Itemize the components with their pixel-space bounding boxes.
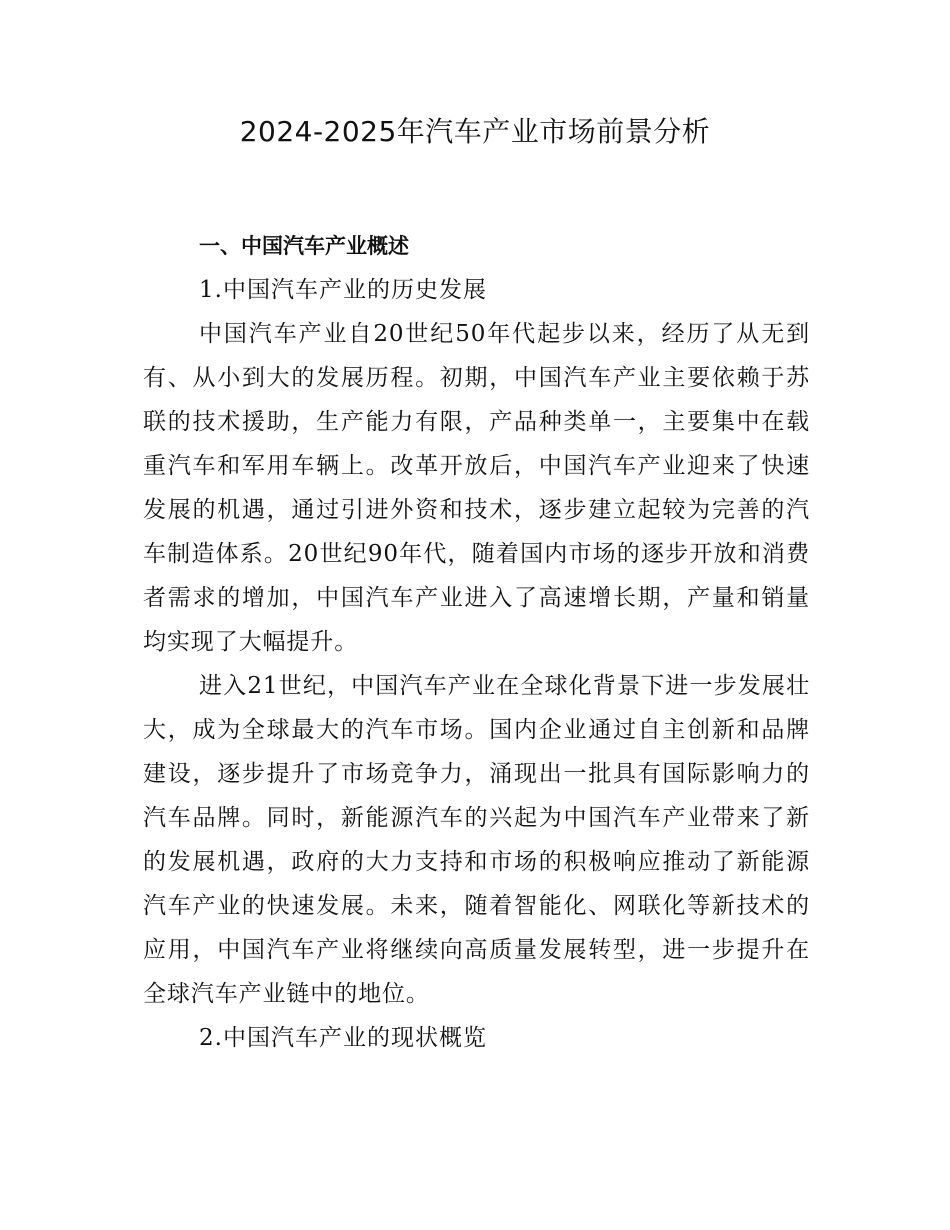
paragraph: 进入21世纪，中国汽车产业在全球化背景下进一步发展壮大，成为全球最大的汽车市场。国内企业通过自主创新和品牌建设，逐步提升了市场竞争力，涌现出一批具有国际影响力的汽车品牌。同时，新能源汽车的兴起为中国汽车产业带来了新的发展机遇，政府的大力支持和市场的积极响应推动了新能源汽车产业的快速发展。未来，随着智能化、网联化等新技术的应用，中国汽车产业将继续向高质量发展转型，进一步提升在全球汽车产业链中的地位。 — [143, 673, 810, 1007]
document-title: 2024-2025年汽车产业市场前景分析 — [239, 115, 711, 148]
paragraph: 中国汽车产业自20世纪50年代起步以来，经历了从无到有、从小到大的发展历程。初期，中国汽车产业主要依赖于苏联的技术援助，生产能力有限，产品种类单一，主要集中在载重汽车和军用车辆上。改革开放后，中国汽车产业迎来了快速发展的机遇，通过引进外资和技术，逐步建立起较为完善的汽车制造体系。20世纪90年代，随着国内市场的逐步开放和消费者需求的增加，中国汽车产业进入了高速增长期，产量和销量均实现了大幅提升。 — [143, 321, 810, 655]
document-body — [143, 224, 810, 1060]
subsection-heading: 2.中国汽车产业的现状概览 — [199, 1025, 487, 1051]
section-heading: 一、中国汽车产业概述 — [199, 234, 409, 258]
subsection-heading: 1.中国汽车产业的历史发展 — [199, 277, 487, 303]
